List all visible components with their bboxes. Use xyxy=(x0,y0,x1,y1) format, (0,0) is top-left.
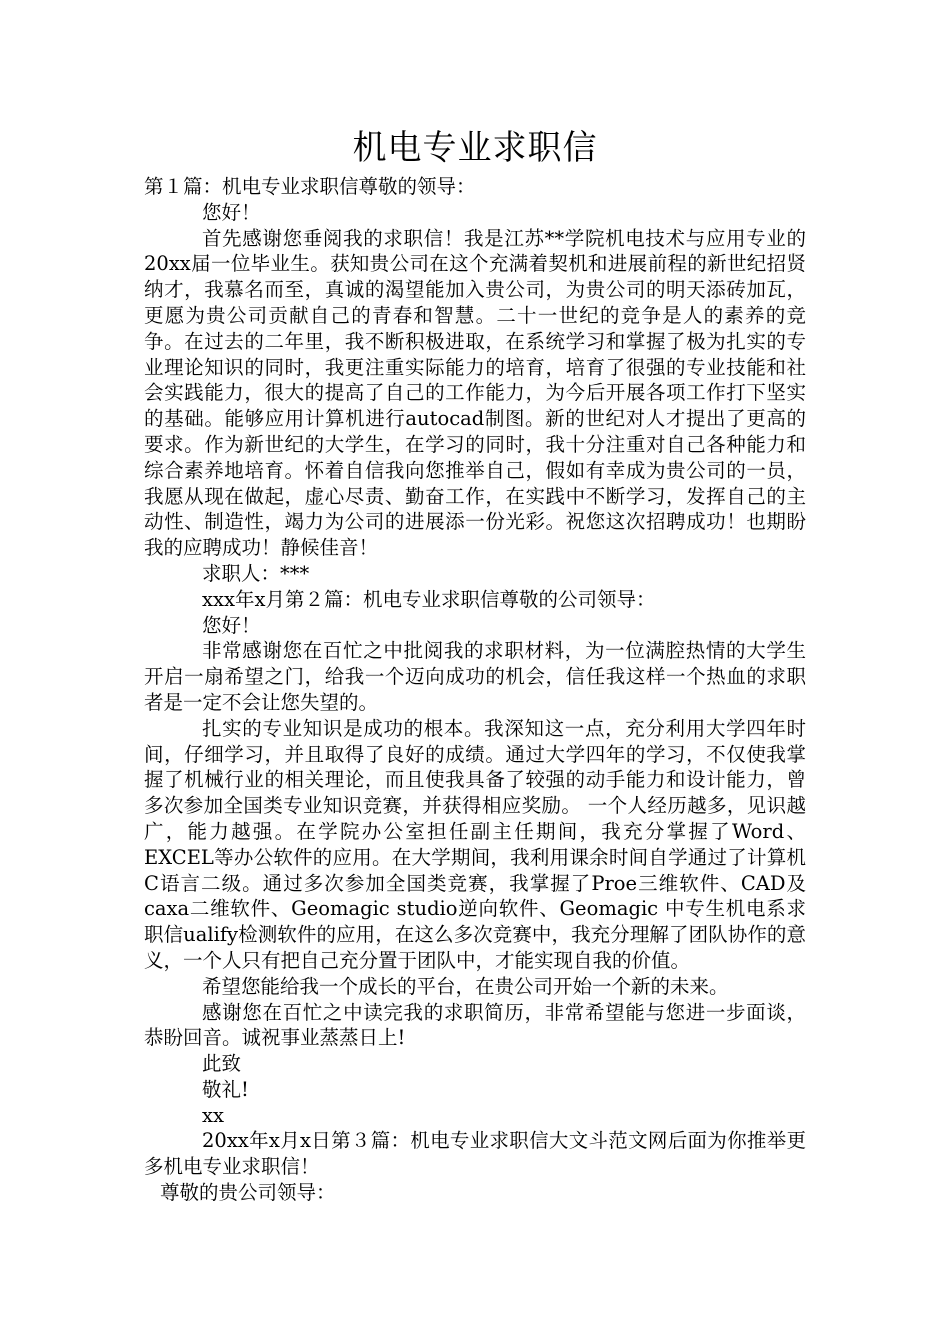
document-title: 机电专业求职信 xyxy=(352,128,598,168)
paragraph: 您好！ xyxy=(202,613,261,637)
document-body xyxy=(144,174,806,1206)
paragraph: 第１篇：机电专业求职信尊敬的领导： xyxy=(144,175,476,198)
paragraph: 您好！ xyxy=(202,200,261,224)
paragraph: 扎实的专业知识是成功的根本。我深知这一点，充分利用大学四年时间，仔细学习，并且取得了良好的成绩。通过大学四年的学习，不仅使我掌握了机械行业的相关理论，而且使我具备了较强的动手能力和设计能力，曾多次参加全国类专业知识竞赛，并获得相应奖励。 一个人经历越多，见识越广，能力越强。在学院办公室担任副主任期间，我充分掌握了Word、EXCEL等办公软件的应用。在大学期间，我利用课余时间自学通过了计算机C语言二级。通过多次参加全国类竞赛，我掌握了Proe三维软件、CAD及caxa二维软件、Geomagic studio逆向软件、Geomagic 中专生机电系求职信ualify检测软件的应用，在这么多次竞赛中，我充分理解了团队协作的意义，一个人只有把自己充分置于团队中，才能实现自我的价值。 xyxy=(144,716,806,972)
paragraph: xx xyxy=(202,1103,224,1127)
paragraph: 尊敬的贵公司领导： xyxy=(160,1181,336,1205)
paragraph: 求职人：*** xyxy=(202,561,310,585)
paragraph: 希望您能给我一个成长的平台，在贵公司开始一个新的未来。 xyxy=(202,974,729,998)
paragraph: 首先感谢您垂阅我的求职信！我是江苏**学院机电技术与应用专业的20xx届一位毕业生。获知贵公司在这个充满着契机和进展前程的新世纪招贤纳才，我慕名而至，真诚的渴望能加入贵公司，为贵公司的明天添砖加瓦，更愿为贵公司贡献自己的青春和智慧。二十一世纪的竞争是人的素养的竞争。在过去的二年里，我不断积极进取，在系统学习和掌握了极为扎实的专业理论知识的同时，我更注重实际能力的培育，培育了很强的专业技能和社会实践能力，很大的提高了自己的工作能力，为今后开展各项工作打下坚实的基础。能够应用计算机进行autocad制图。新的世纪对人才提出了更高的要求。作为新世纪的大学生，在学习的同时，我十分注重对自己各种能力和综合素养地培育。怀着自信我向您推举自己，假如有幸成为贵公司的一员，我愿从现在做起，虚心尽责、勤奋工作，在实践中不断学习，发挥自己的主动性、制造性，竭力为公司的进展添一份光彩。祝您这次招聘成功！也期盼我的应聘成功！静候佳音！ xyxy=(144,226,806,560)
paragraph: 20xx年x月x日第３篇：机电专业求职信大文斗范文网后面为你推举更多机电专业求职信！ xyxy=(144,1129,806,1179)
paragraph: 非常感谢您在百忙之中批阅我的求职材料，为一位满腔热情的大学生开启一扇希望之门，给我一个迈向成功的机会，信任我这样一个热血的求职者是一定不会让您失望的。 xyxy=(144,639,806,714)
paragraph: 感谢您在百忙之中读完我的求职简历，非常希望能与您进一步面谈，恭盼回音。诚祝事业蒸蒸日上! xyxy=(144,1000,806,1050)
paragraph: xxx年x月第２篇：机电专业求职信尊敬的公司领导： xyxy=(202,587,656,611)
paragraph: 敬礼! xyxy=(202,1077,249,1101)
paragraph: 此致 xyxy=(202,1052,242,1076)
